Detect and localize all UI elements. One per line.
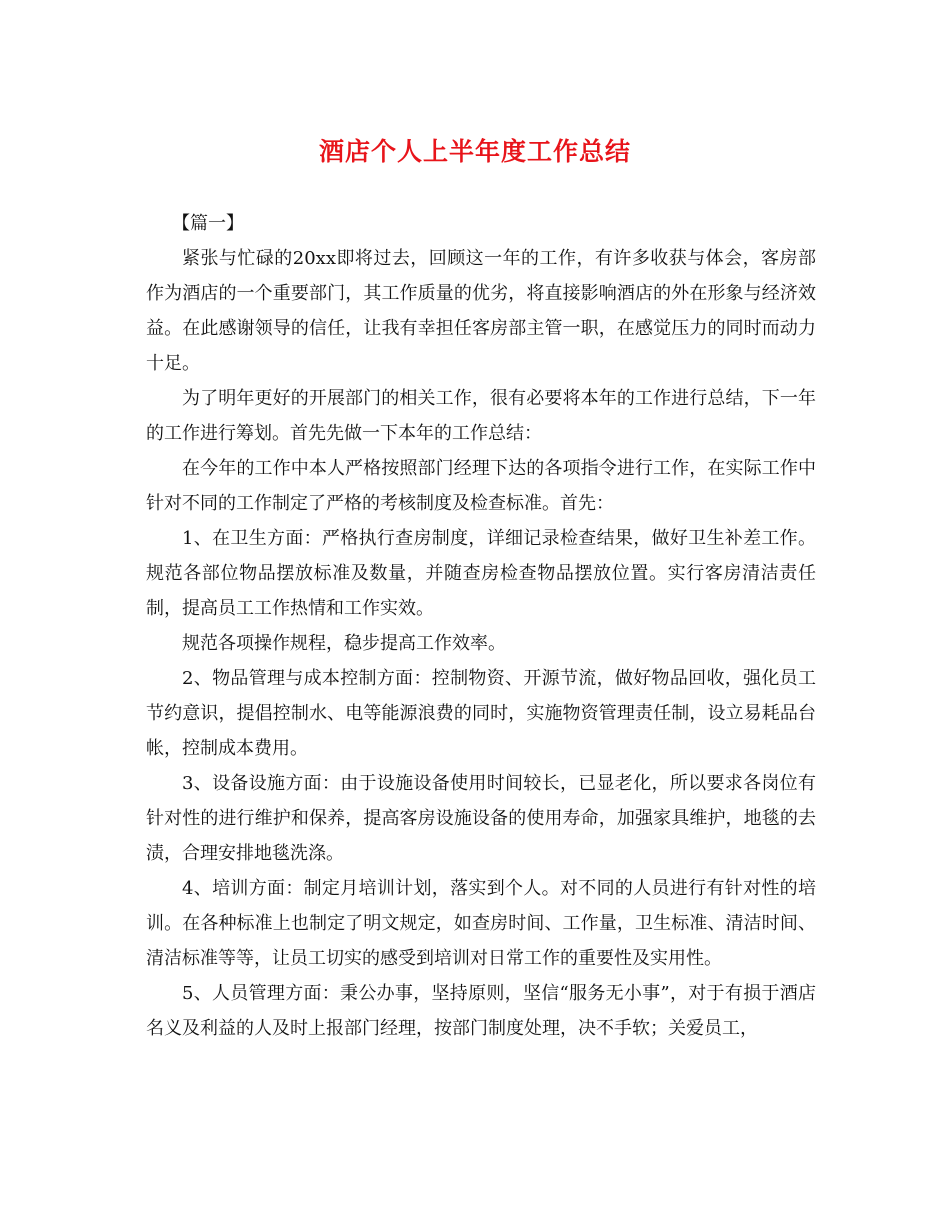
paragraph-procedures: 规范各项操作规程，稳步提高工作效率。 — [182, 633, 506, 654]
paragraph-planning: 为了明年更好的开展部门的相关工作，很有必要将本年的工作进行总结，下一年的工作进行筹划。首先先做一下本年的工作总结： — [146, 388, 816, 444]
document-title: 酒店个人上半年度工作总结 — [318, 137, 631, 166]
paragraph-equipment: 3、设备设施方面：由于设施设备使用时间较长，已显老化，所以要求各岗位有针对性的进行维护和保养，提高客房设施设备的使用寿命，加强家具维护，地毯的去渍，合理安排地毯洗涤。 — [146, 773, 816, 864]
paragraph-staff-management: 5、人员管理方面：秉公办事，坚持原则，坚信“服务无小事”，对于有损于酒店名义及利益的人及时上报部门经理，按部门制度处理，决不手软；关爱员工， — [146, 983, 816, 1039]
section-label: 【篇一】 — [172, 213, 244, 234]
paragraph-work-standards: 在今年的工作中本人严格按照部门经理下达的各项指令进行工作，在实际工作中针对不同的工作制定了严格的考核制度及检查标准。首先： — [146, 458, 816, 514]
document-body — [146, 206, 816, 1046]
paragraph-cost-control: 2、物品管理与成本控制方面：控制物资、开源节流，做好物品回收，强化员工节约意识，提倡控制水、电等能源浪费的同时，实施物资管理责任制，设立易耗品台帐，控制成本费用。 — [146, 668, 816, 759]
paragraph-hygiene: 1、在卫生方面：严格执行查房制度，详细记录检查结果，做好卫生补差工作。规范各部位物品摆放标准及数量，并随查房检查物品摆放位置。实行客房清洁责任制，提高员工工作热情和工作实效。 — [146, 528, 816, 619]
paragraph-training: 4、培训方面：制定月培训计划，落实到个人。对不同的人员进行有针对性的培训。在各种标准上也制定了明文规定，如查房时间、工作量，卫生标准、清洁时间、清洁标准等等，让员工切实的感受到培训对日常工作的重要性及实用性。 — [146, 878, 816, 969]
paragraph-intro: 紧张与忙碌的20xx即将过去，回顾这一年的工作，有许多收获与体会，客房部作为酒店的一个重要部门，其工作质量的优劣，将直接影响酒店的外在形象与经济效益。在此感谢领导的信任，让我有幸担任客房部主管一职，在感觉压力的同时而动力十足。 — [146, 248, 816, 374]
